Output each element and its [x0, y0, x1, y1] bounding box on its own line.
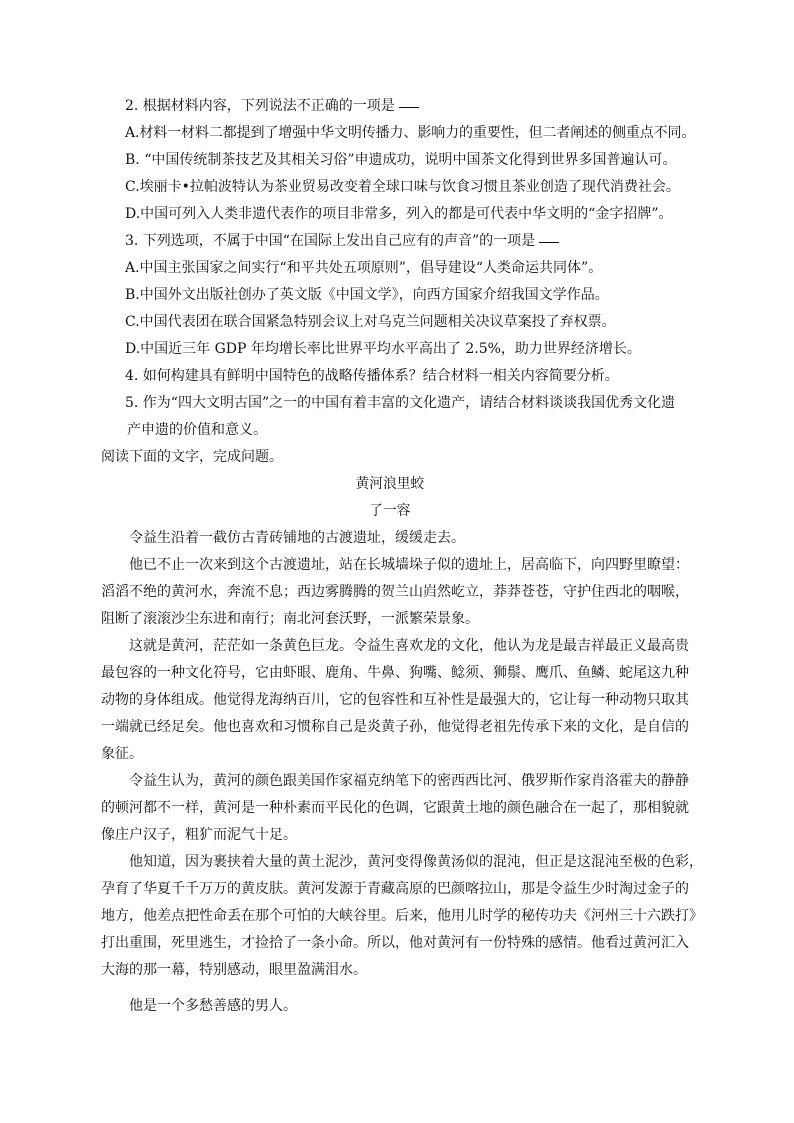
article-line: 他是一个多愁善感的男人。	[129, 998, 297, 1014]
question-3-option-a: A.中国主张国家之间实行“和平共处五项原则”，倡导建设“人类命运共同体”。	[125, 260, 603, 276]
question-3-stem-text: 3. 下列选项，不属于中国“在国际上发出自己应有的声音”的一项是	[125, 233, 536, 249]
answer-blank	[539, 241, 559, 243]
question-3-option-d: D.中国近三年 GDP 年均增长率比世界平均水平高出了 2.5%，助力世界经济增长。	[125, 341, 641, 357]
article-line: 这就是黄河，茫茫如一条黄色巨龙。令益生喜欢龙的文化，他认为龙是最吉祥最正义最高贵	[129, 638, 689, 654]
reading-instruction: 阅读下面的文字，完成问题。	[101, 449, 283, 465]
question-2-option-b: B. “中国传统制茶技艺及其相关习俗”申遗成功，说明中国茶文化得到世界多国普遍认可。	[125, 152, 677, 168]
question-2-option-c: C.埃丽卡•拉帕波特认为茶业贸易改变着全球口味与饮食习惯且茶业创造了现代消费社会。	[125, 179, 680, 195]
article-line: 打出重围，死里逃生，才捡拾了一条小命。所以，他对黄河有一份特殊的感情。他看过黄河汇入	[101, 935, 689, 951]
article-line: 他知道，因为裹挟着大量的黄土泥沙，黄河变得像黄汤似的混沌，但正是这混沌至极的色彩，	[129, 854, 703, 870]
question-5-line-1: 5. 作为“四大文明古国”之一的中国有着丰富的文化遗产，请结合材料谈谈我国优秀文化遗	[125, 395, 676, 411]
article-line: 他已不止一次来到这个古渡遗址，站在长城墙垛子似的遗址上，居高临下，向四野里瞭望：	[129, 557, 689, 573]
question-3-option-c: C.中国代表团在联合国紧急特别会议上对乌克兰问题相关决议草案投了弃权票。	[125, 314, 616, 330]
article-title: 黄河浪里蛟	[355, 476, 425, 492]
question-4: 4. 如何构建具有鲜明中国特色的战略传播体系？结合材料一相关内容简要分析。	[125, 368, 619, 384]
question-2-option-d: D.中国可列入人类非遗代表作的项目非常多，列入的都是可代表中华文明的“金字招牌”。	[125, 206, 673, 222]
article-line: 最包容的一种文化符号，它由虾眼、鹿角、牛鼻、狗嘴、鲶须、狮鬃、鹰爪、鱼鳞、蛇尾这九种	[101, 665, 689, 681]
question-2-stem	[125, 96, 419, 116]
article-line: 滔滔不绝的黄河水，奔流不息；西边雾腾腾的贺兰山岿然屹立，莽莽苍苍，守护住西北的咽喉，	[101, 584, 689, 600]
article-line: 大海的那一幕，特别感动，眼里盈满泪水。	[101, 962, 367, 978]
article-line: 像庄户汉子，粗犷而泥气十足。	[101, 827, 297, 843]
article-line: 一端就已经足矣。他也喜欢和习惯称自己是炎黄子孙，他觉得老祖先传承下来的文化，是自信的	[101, 719, 689, 735]
question-2-option-a: A.材料一材料二都提到了增强中华文明传播力、影响力的重要性，但二者阐述的侧重点不同。	[125, 125, 696, 141]
question-3-stem	[125, 231, 559, 251]
article-line: 地方，他差点把性命丢在那个可怕的大峡谷里。后来，他用儿时学的秘传功夫《河州三十六跌打》	[101, 908, 703, 924]
article-author: 了一容	[369, 503, 411, 519]
question-2-stem-text: 2. 根据材料内容，下列说法不正确的一项是	[125, 98, 395, 114]
article-line: 阻断了滚滚沙尘东进和南行；南北河套沃野，一派繁荣景象。	[101, 611, 479, 627]
article-line: 象征。	[101, 746, 143, 762]
question-3-option-b: B.中国外文出版社创办了英文版《中国文学》，向西方国家介绍我国文学作品。	[125, 287, 609, 303]
article-line: 令益生认为，黄河的颜色跟美国作家福克纳笔下的密西西比河、俄罗斯作家肖洛霍夫的静静	[129, 773, 689, 789]
article-line: 的顿河都不一样，黄河是一种朴素而平民化的色调，它跟黄土地的颜色融合在一起了，那相貌就	[101, 800, 689, 816]
article-line: 令益生沿着一截仿古青砖铺地的古渡遗址，缓缓走去。	[129, 530, 465, 546]
question-5-line-2: 产申遗的价值和意义。	[127, 422, 267, 438]
article-line: 孕育了华夏千千万万的黄皮肤。黄河发源于青藏高原的巴颜喀拉山，那是令益生少时淘过金子的	[101, 881, 689, 897]
answer-blank	[399, 106, 419, 108]
article-line: 动物的身体组成。他觉得龙海纳百川，它的包容性和互补性是最强大的，它让每一种动物只取其	[101, 692, 689, 708]
